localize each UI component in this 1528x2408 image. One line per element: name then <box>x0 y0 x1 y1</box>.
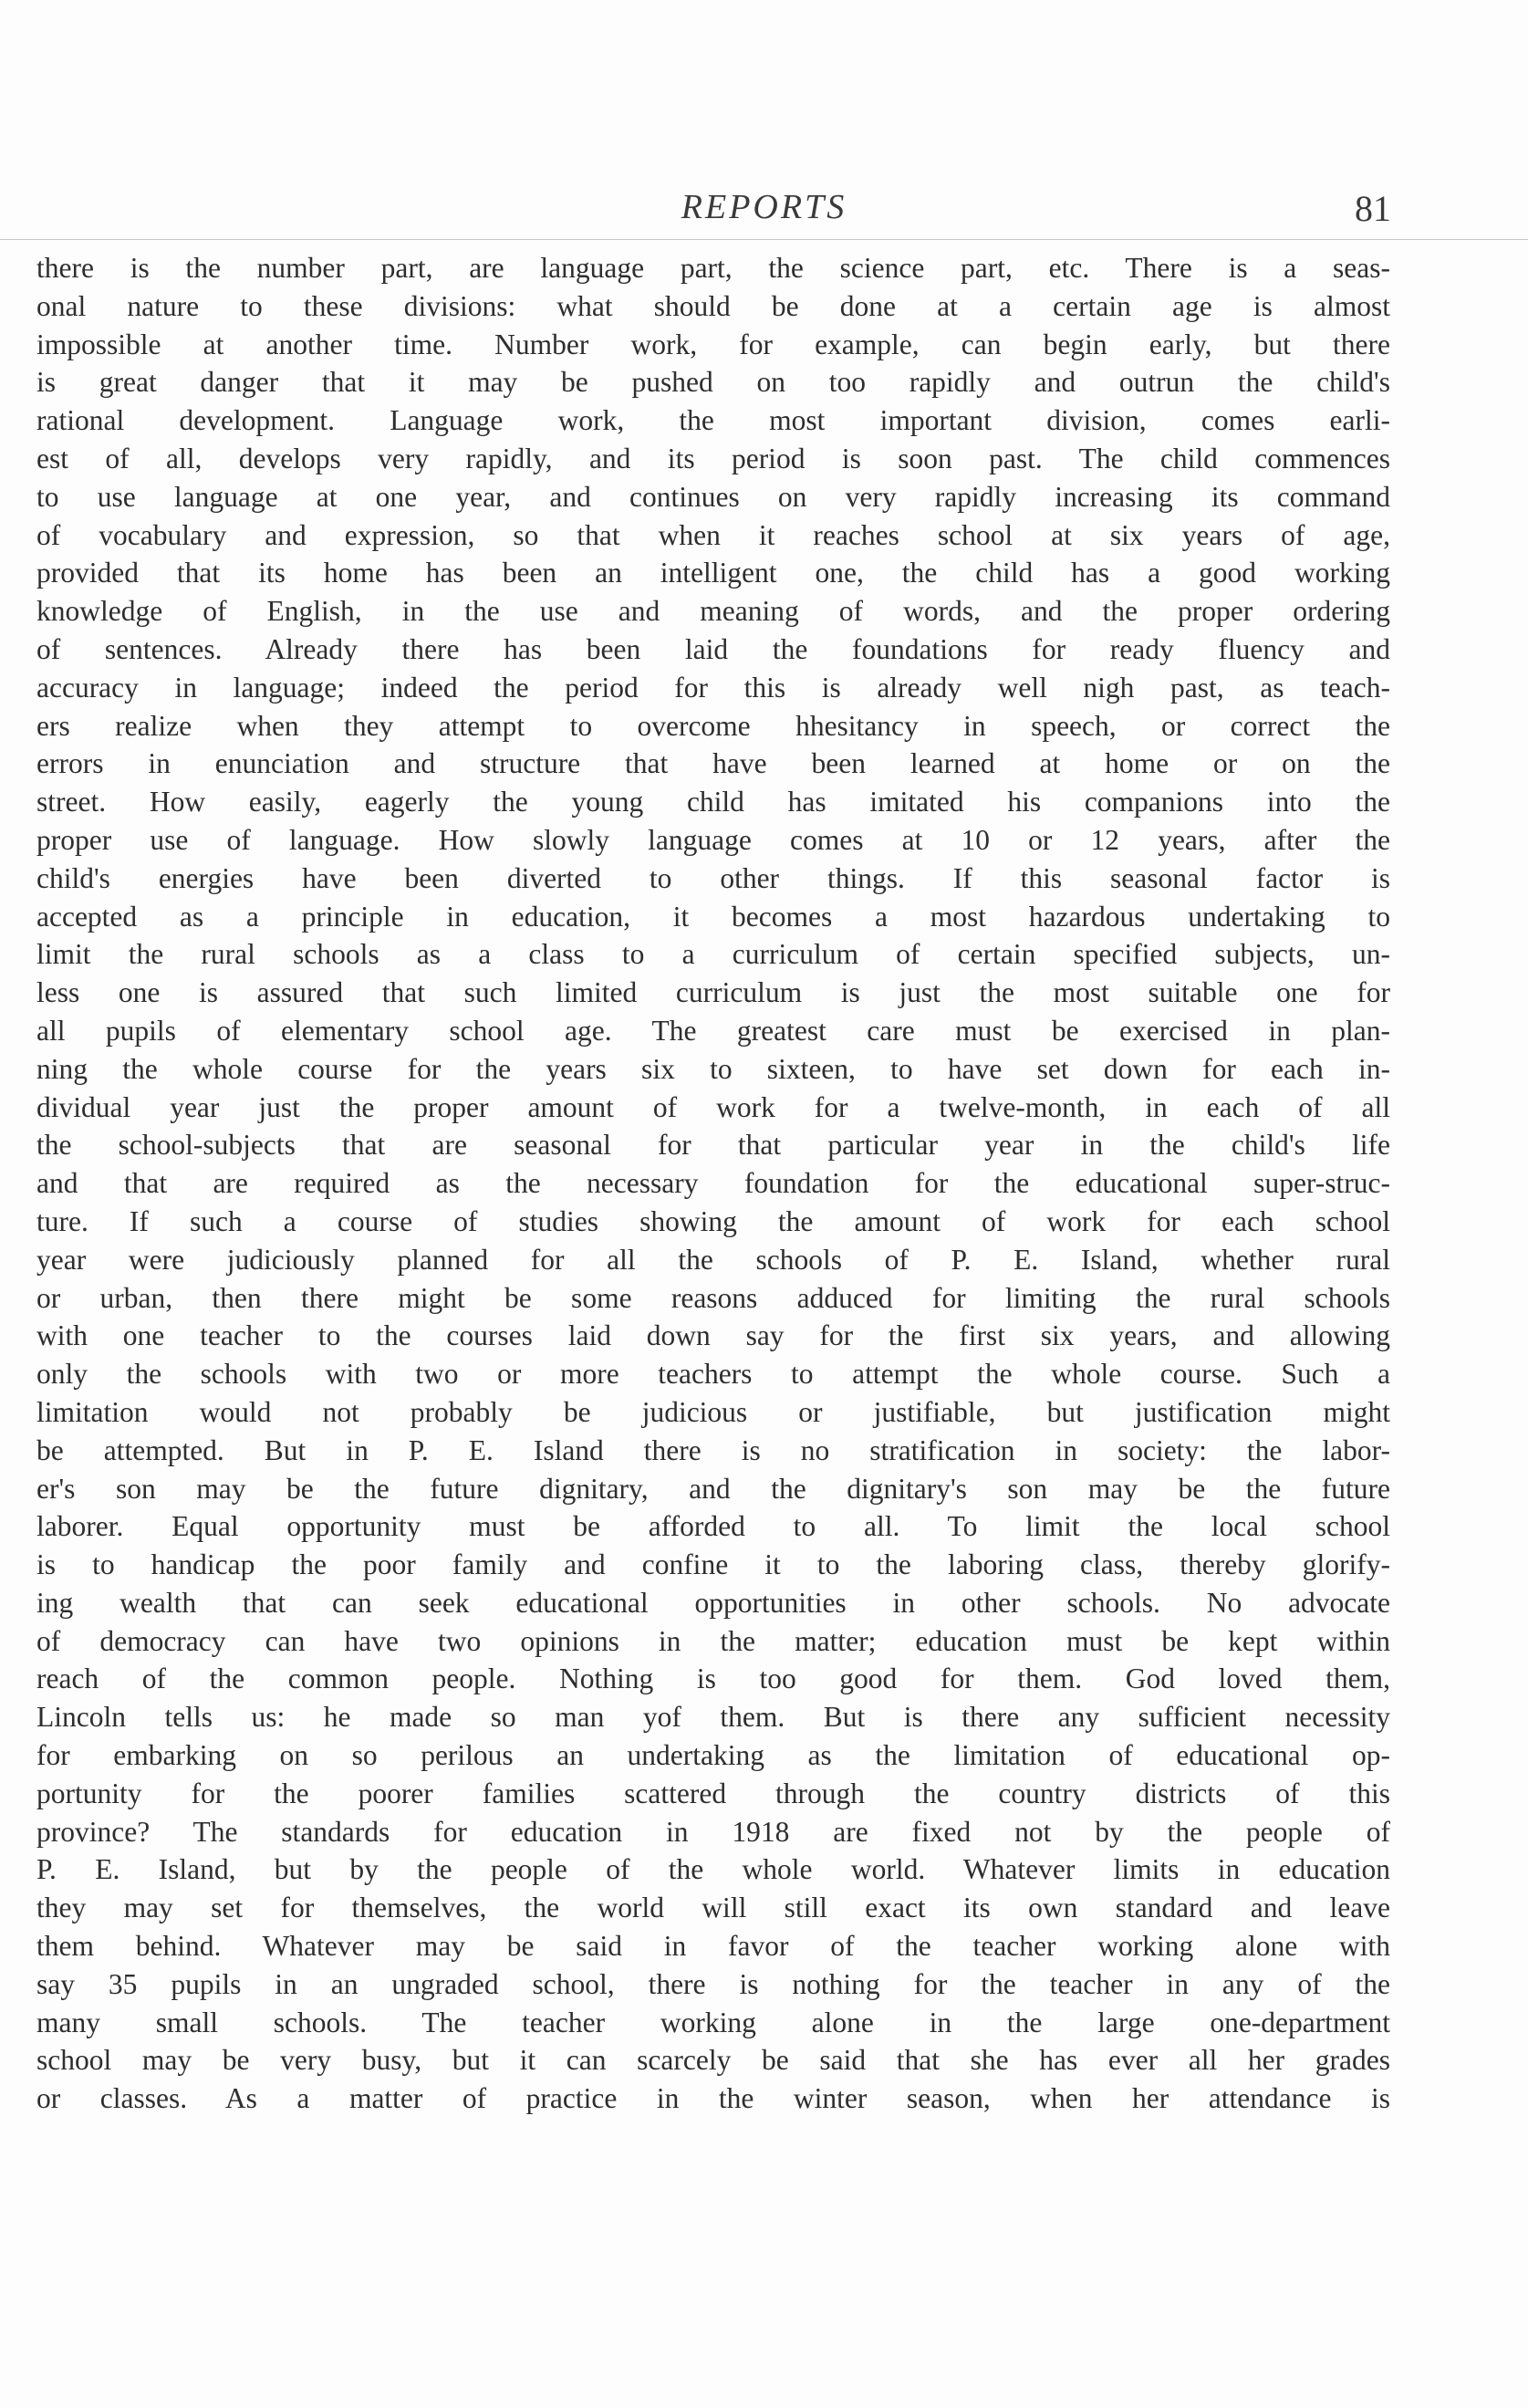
body-line: dividual year just the proper amount of work for a twelve-month, in each of all <box>36 1090 1390 1123</box>
body-line: is to handicap the poor family and confine it to the laboring class, thereby glorify- <box>36 1548 1390 1581</box>
body-line: child's energies have been diverted to other things. If this seasonal factor is <box>36 861 1390 894</box>
body-line: or classes. As a matter of practice in the winter season, when her attendance is <box>36 2082 1390 2115</box>
header-rule <box>0 239 1528 240</box>
body-line: ture. If such a course of studies showing the amount of work for each school <box>36 1204 1390 1237</box>
body-line: street. How easily, eagerly the young child has imitated his companions into the <box>36 786 1390 818</box>
body-line: to use language at one year, and continues on very rapidly increasing its command <box>36 480 1390 513</box>
body-line: onal nature to these divisions: what should be done at a certain age is almost <box>36 289 1390 322</box>
body-line: or urban, then there might be some reasons adduced for limiting the rural schools <box>36 1281 1390 1314</box>
body-line: many small schools. The teacher working alone in the large one-department <box>36 2006 1390 2038</box>
body-line: of democracy can have two opinions in the matter; education must be kept within <box>36 1624 1390 1657</box>
body-line: is great danger that it may be pushed on too rapidly and outrun the child's <box>36 366 1390 399</box>
body-line: laborer. Equal opportunity must be afforded to all. To limit the local school <box>36 1510 1390 1543</box>
body-line: provided that its home has been an intelligent one, the child has a good working <box>36 557 1390 589</box>
body-line: rational development. Language work, the most important division, comes earli- <box>36 404 1390 437</box>
body-line: year were judiciously planned for all the schools of P. E. Island, whether rural <box>36 1243 1390 1276</box>
body-line: impossible at another time. Number work, for example, can begin early, but there <box>36 328 1390 360</box>
body-line: knowledge of English, in the use and meaning of words, and the proper ordering <box>36 595 1390 628</box>
body-line: limit the rural schools as a class to a curriculum of certain specified subjects, un- <box>36 938 1390 971</box>
body-line: they may set for themselves, the world will still exact its own standard and leave <box>36 1892 1390 1924</box>
body-line: est of all, develops very rapidly, and its period is soon past. The child commences <box>36 442 1390 474</box>
body-line: province? The standards for education in 1918 are fixed not by the people of <box>36 1815 1390 1848</box>
body-line: ing wealth that can seek educational opportunities in other schools. No advocate <box>36 1586 1390 1619</box>
body-line: of vocabulary and expression, so that when it reaches school at six years of age, <box>36 518 1390 551</box>
body-line: of sentences. Already there has been laid the foundations for ready fluency and <box>36 632 1390 665</box>
body-line: er's son may be the future dignitary, and the dignitary's son may be the future <box>36 1472 1390 1505</box>
body-line: accepted as a principle in education, it becomes a most hazardous undertaking to <box>36 900 1390 933</box>
body-line: school may be very busy, but it can scarcely be said that she has ever all her grades <box>36 2044 1390 2077</box>
body-line: less one is assured that such limited curriculum is just the most suitable one for <box>36 976 1390 1009</box>
body-line: Lincoln tells us: he made so man yof them. But is there any sufficient necessity <box>36 1701 1390 1734</box>
body-line: P. E. Island, but by the people of the whole world. Whatever limits in education <box>36 1853 1390 1886</box>
body-line: all pupils of elementary school age. The greatest care must be exercised in plan- <box>36 1014 1390 1047</box>
body-text <box>36 249 1390 2118</box>
body-line: ers realize when they attempt to overcome hhesitancy in speech, or correct the <box>36 709 1390 742</box>
body-line: the school-subjects that are seasonal for that particular year in the child's life <box>36 1129 1390 1162</box>
body-line: there is the number part, are language part, the science part, etc. There is a seas- <box>36 252 1390 284</box>
body-line: for embarking on so perilous an undertaking as the limitation of educational op- <box>36 1739 1390 1772</box>
body-line: errors in enunciation and structure that have been learned at home or on the <box>36 747 1390 780</box>
body-line: them behind. Whatever may be said in favor of the teacher working alone with <box>36 1930 1390 1963</box>
page-number: 81 <box>1355 188 1391 229</box>
body-line: with one teacher to the courses laid down say for the first six years, and allowing <box>36 1319 1390 1352</box>
body-line: proper use of language. How slowly language comes at 10 or 12 years, after the <box>36 823 1390 856</box>
running-head <box>0 187 1528 242</box>
body-line: portunity for the poorer families scattered through the country districts of this <box>36 1777 1390 1809</box>
body-line: ning the whole course for the years six to sixteen, to have set down for each in- <box>36 1052 1390 1085</box>
body-line: reach of the common people. Nothing is too good for them. God loved them, <box>36 1663 1390 1695</box>
body-line: only the schools with two or more teachers to attempt the whole course. Such a <box>36 1358 1390 1391</box>
body-line: and that are required as the necessary foundation for the educational super-struc- <box>36 1167 1390 1200</box>
running-head-title: REPORTS <box>681 188 847 226</box>
body-line: say 35 pupils in an ungraded school, there is nothing for the teacher in any of the <box>36 1967 1390 2000</box>
body-line: accuracy in language; indeed the period for this is already well nigh past, as teach- <box>36 671 1390 704</box>
body-line: limitation would not probably be judicious or justifiable, but justification might <box>36 1395 1390 1428</box>
body-line: be attempted. But in P. E. Island there is no stratification in society: the labor- <box>36 1433 1390 1466</box>
